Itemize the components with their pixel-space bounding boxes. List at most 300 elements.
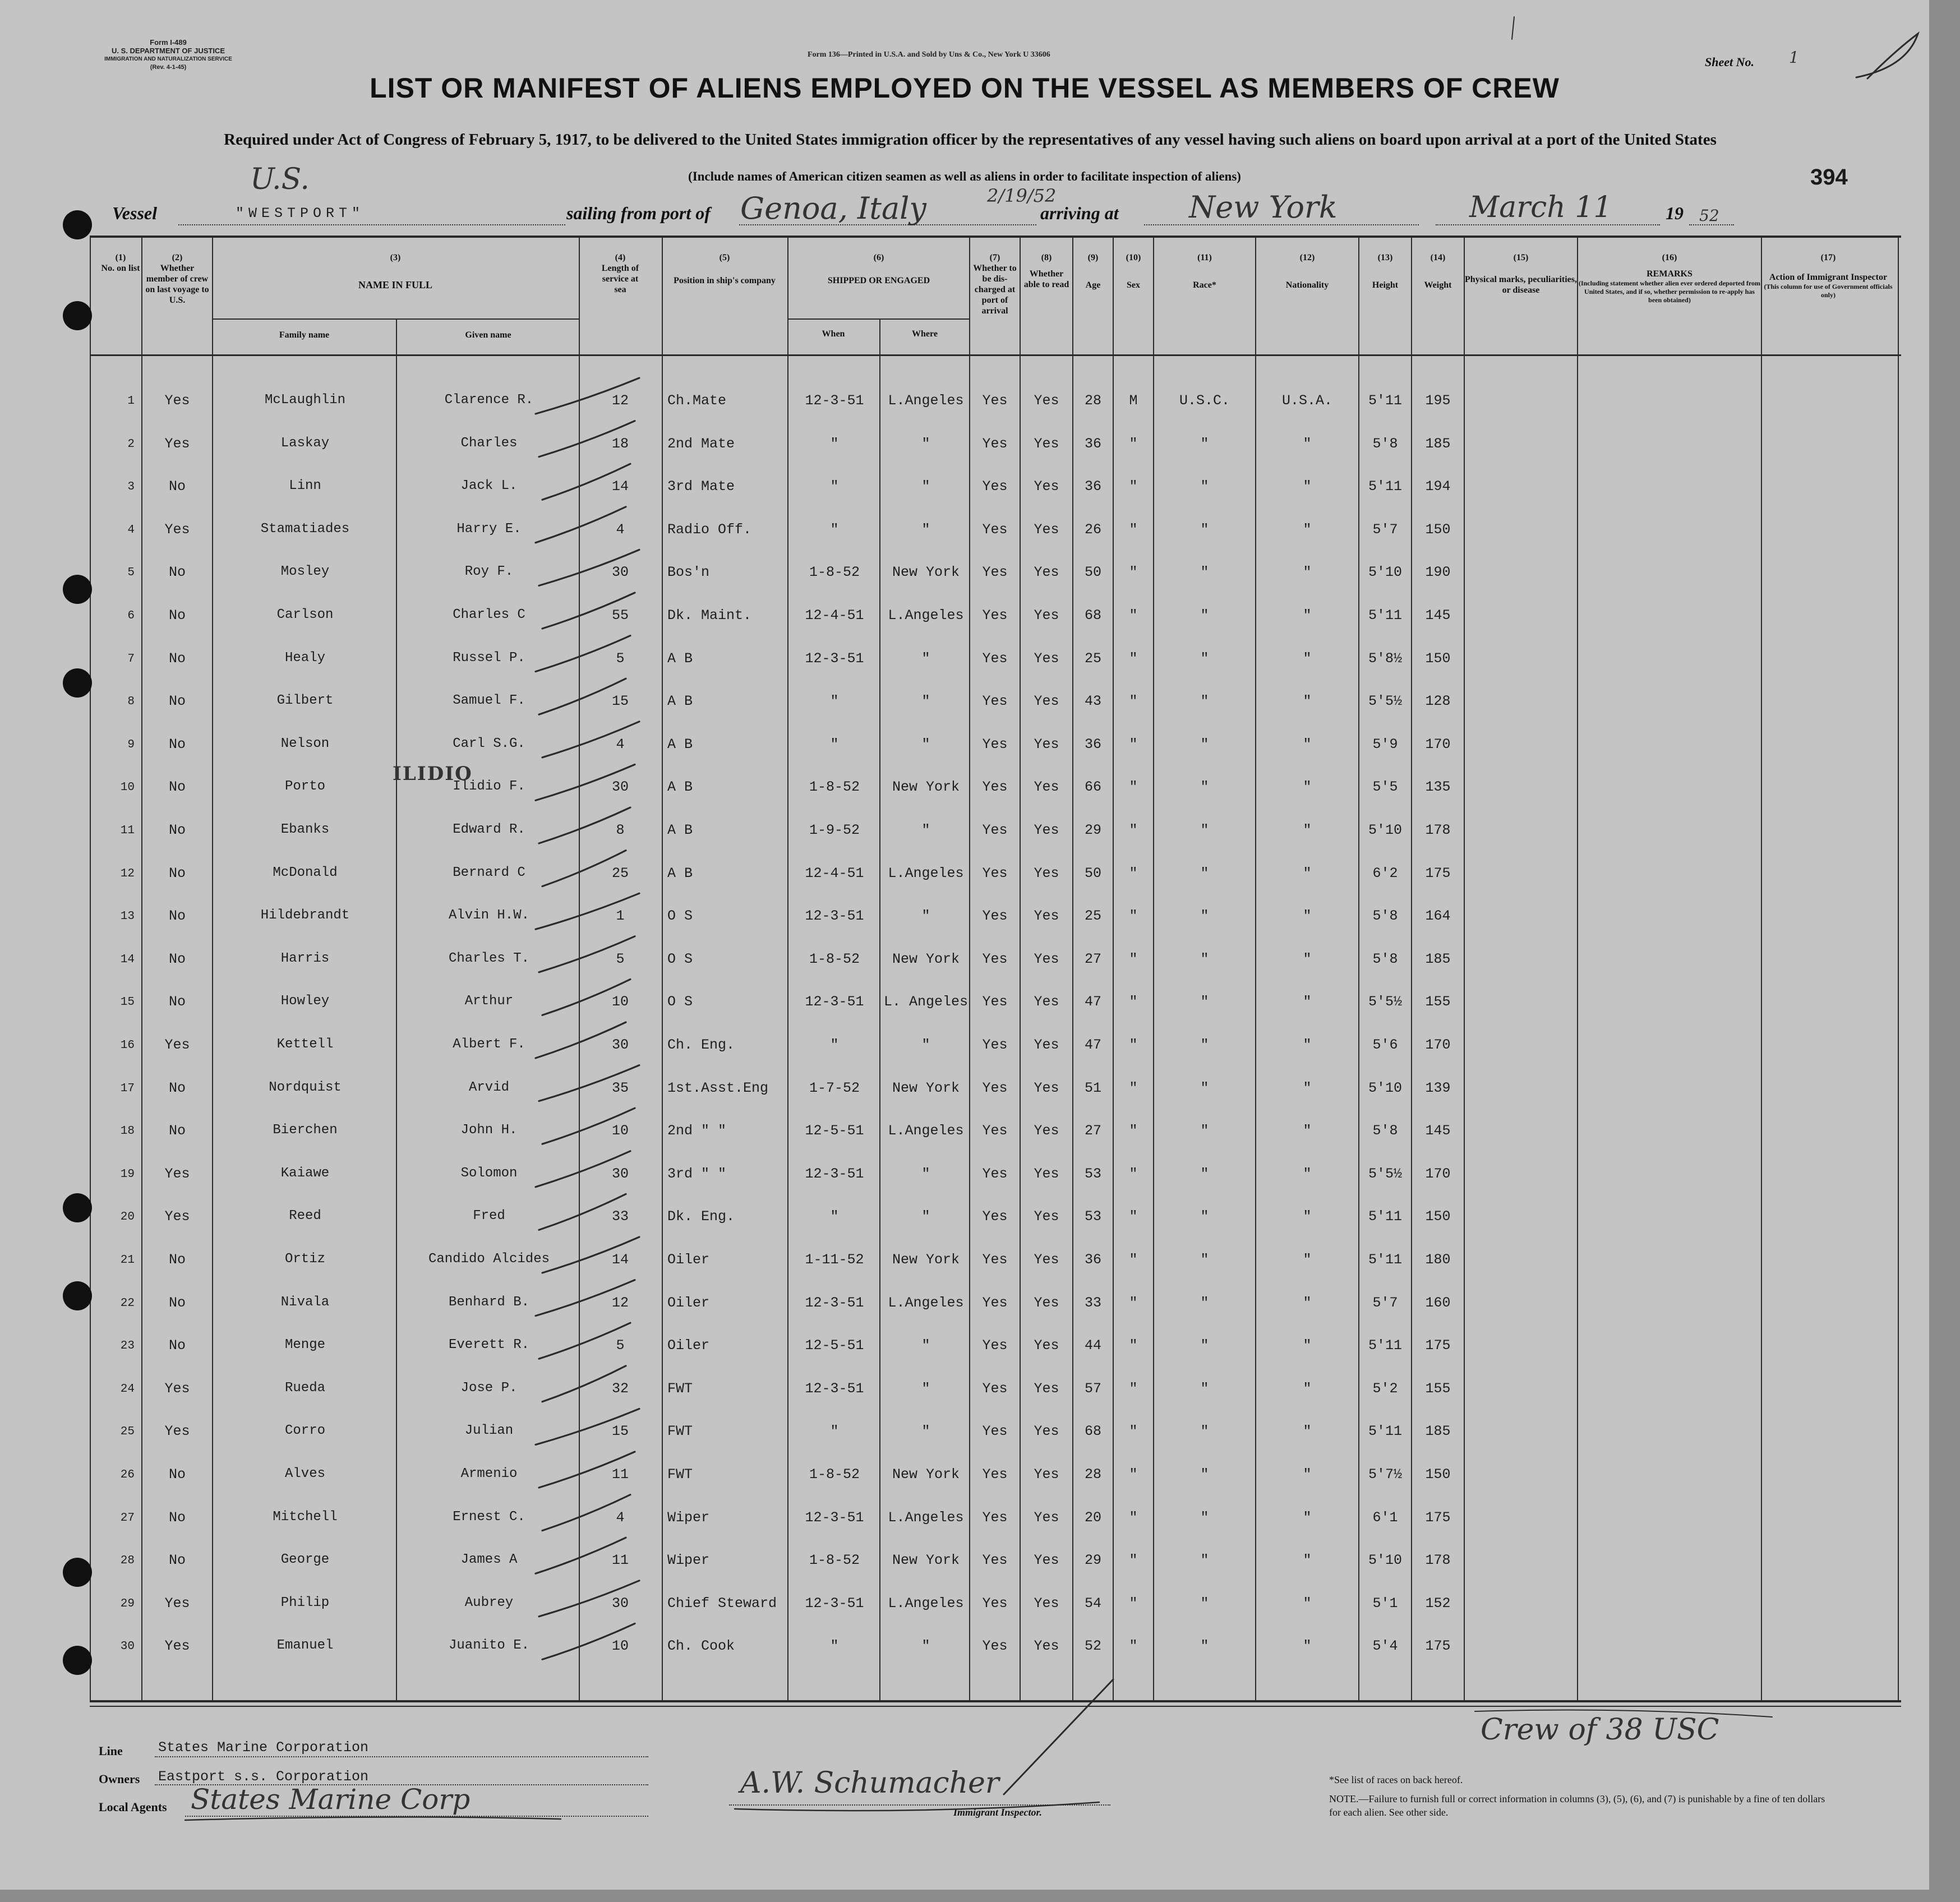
cell-read: Yes <box>1034 994 1059 1010</box>
cell-service: 32 <box>611 1380 629 1397</box>
cell-last: No <box>168 822 186 838</box>
cell-weight: 145 <box>1425 607 1451 624</box>
cell-when: 1-8-52 <box>809 950 860 967</box>
cell-age: 47 <box>1084 994 1101 1010</box>
cell-weight: 135 <box>1425 779 1451 796</box>
cell-age: 36 <box>1084 1252 1101 1268</box>
vessel-label: Vessel <box>112 203 157 223</box>
cell-sex: " <box>1129 693 1138 710</box>
cell-height: 5'5 <box>1372 779 1398 796</box>
cell-nationality: " <box>1303 1123 1312 1139</box>
cell-last: No <box>168 1552 186 1569</box>
cell-discharged: Yes <box>982 950 1008 967</box>
cell-last: No <box>168 865 186 881</box>
cell-read: Yes <box>1034 1165 1059 1182</box>
row-number: 22 <box>120 1296 135 1310</box>
cell-height: 5'7½ <box>1368 1466 1402 1483</box>
cell-position: O S <box>667 994 693 1010</box>
tally-stroke <box>536 1538 626 1573</box>
cell-service: 4 <box>616 521 625 538</box>
cell-given: Fred <box>473 1208 505 1224</box>
cell-family: Ebanks <box>280 822 330 837</box>
cell-age: 28 <box>1084 1466 1101 1483</box>
col-3-number: (3) <box>390 253 401 262</box>
cell-given: Carl S.G. <box>453 736 525 751</box>
cell-given: Russel P. <box>453 650 525 666</box>
cell-last: Yes <box>164 1037 190 1053</box>
top-tick <box>1512 17 1514 39</box>
cell-weight: 170 <box>1425 736 1451 753</box>
cell-read: Yes <box>1034 1509 1059 1526</box>
tally-stroke <box>536 893 639 929</box>
row-number: 16 <box>120 1039 135 1052</box>
tally-stroke <box>536 378 639 414</box>
cell-position: Chief Steward <box>667 1595 777 1612</box>
cell-service: 1 <box>616 908 625 925</box>
cell-weight: 170 <box>1425 1037 1451 1053</box>
vessel-name: "WESTPORT" <box>236 205 365 221</box>
cell-given: Julian <box>464 1423 514 1439</box>
cell-when: 12-5-51 <box>805 1337 864 1354</box>
cell-nationality: " <box>1303 1595 1312 1612</box>
row-number: 11 <box>120 824 135 837</box>
row-number: 8 <box>127 695 135 709</box>
cell-discharged: Yes <box>982 908 1008 925</box>
cell-race: " <box>1200 736 1209 753</box>
cell-race: " <box>1200 435 1209 452</box>
cell-family: Nordquist <box>269 1079 342 1095</box>
cell-service: 10 <box>611 994 629 1010</box>
cell-position: 3rd " " <box>667 1165 727 1182</box>
cell-last: No <box>168 1509 186 1526</box>
cell-last: No <box>168 994 186 1010</box>
cell-position: FWT <box>667 1423 693 1440</box>
cell-when: 12-3-51 <box>805 1595 864 1612</box>
cell-read: Yes <box>1034 1123 1059 1139</box>
cell-age: 52 <box>1084 1638 1101 1655</box>
cell-age: 36 <box>1084 736 1101 753</box>
year-suffix: 52 <box>1699 206 1719 225</box>
cell-given: John H. <box>460 1123 518 1138</box>
cell-weight: 150 <box>1425 1466 1451 1483</box>
cell-race: " <box>1200 1123 1209 1139</box>
cell-discharged: Yes <box>982 822 1008 838</box>
cell-sex: " <box>1129 607 1138 624</box>
col-17-label: Action of Immigrant Inspector <box>1769 273 1888 282</box>
cell-position: Oiler <box>667 1294 710 1311</box>
cell-race: " <box>1200 1294 1209 1311</box>
cell-service: 4 <box>616 1509 625 1526</box>
col-4-label: Length of service at sea <box>601 264 639 294</box>
cell-where: " <box>921 1037 930 1053</box>
cell-read: Yes <box>1034 950 1059 967</box>
cell-given: Everett R. <box>448 1337 530 1353</box>
cell-service: 55 <box>611 607 629 624</box>
row-number: 13 <box>120 910 135 924</box>
cell-discharged: Yes <box>982 1294 1008 1311</box>
cell-height: 5'8 <box>1372 435 1398 452</box>
cell-where: " <box>921 693 930 710</box>
cell-discharged: Yes <box>982 1165 1008 1182</box>
cell-height: 5'2 <box>1372 1380 1398 1397</box>
cell-last: No <box>168 950 186 967</box>
cell-where: " <box>921 521 930 538</box>
cell-service: 8 <box>616 822 625 838</box>
cell-nationality: " <box>1303 435 1312 452</box>
col-17-number: (17) <box>1820 253 1836 262</box>
cell-age: 28 <box>1084 393 1101 409</box>
inspector-label: Immigrant Inspector. <box>953 1807 1043 1818</box>
cell-age: 50 <box>1084 865 1101 881</box>
binding-hole <box>63 210 92 239</box>
cell-nationality: " <box>1303 564 1312 581</box>
row-number: 5 <box>127 566 135 580</box>
col-1-number: (1) <box>115 253 126 262</box>
cell-when: " <box>830 1208 839 1225</box>
cell-where: " <box>921 650 930 667</box>
row-number: 29 <box>120 1597 135 1610</box>
row-number: 23 <box>120 1340 135 1353</box>
cell-read: Yes <box>1034 693 1059 710</box>
cell-family: Linn <box>289 478 321 494</box>
cell-height: 5'1 <box>1372 1595 1398 1612</box>
tally-stroke <box>539 1581 639 1617</box>
col-4-number: (4) <box>615 253 626 262</box>
cell-read: Yes <box>1034 1208 1059 1225</box>
cell-service: 12 <box>611 1294 629 1311</box>
cell-sex: " <box>1129 1037 1138 1053</box>
cell-last: No <box>168 693 186 710</box>
cell-race: " <box>1200 478 1209 495</box>
cell-given: Bernard C <box>453 865 525 880</box>
cell-nationality: " <box>1303 1294 1312 1311</box>
cell-when: 12-3-51 <box>805 994 864 1010</box>
cell-where: " <box>921 478 930 495</box>
cell-read: Yes <box>1034 1252 1059 1268</box>
cell-given: Candido Alcides <box>428 1252 550 1267</box>
cell-where: " <box>921 1337 930 1354</box>
cell-nationality: " <box>1303 1037 1312 1053</box>
cell-given: Charles T. <box>448 950 530 966</box>
row-number: 21 <box>120 1254 135 1267</box>
row-number: 20 <box>120 1211 135 1224</box>
cell-last: Yes <box>164 1380 190 1397</box>
row-number: 2 <box>127 437 135 451</box>
cell-family: Harris <box>280 950 330 966</box>
cell-family: Stamatiades <box>260 521 350 537</box>
cell-discharged: Yes <box>982 1037 1008 1053</box>
cell-given: Jack L. <box>460 478 518 494</box>
cell-sex: " <box>1129 521 1138 538</box>
cell-where: " <box>921 908 930 925</box>
cell-where: L.Angeles <box>888 1595 964 1612</box>
cell-position: A B <box>667 736 693 753</box>
col-17-sublabel: (This column for use of Government officials only) <box>1764 283 1893 299</box>
cell-weight: 145 <box>1425 1123 1451 1139</box>
col-11-label: Race* <box>1193 280 1216 290</box>
binding-hole <box>63 668 92 698</box>
cell-position: Wiper <box>667 1509 710 1526</box>
cell-sex: " <box>1129 1509 1138 1526</box>
cell-last: Yes <box>164 393 190 409</box>
cell-where: " <box>921 435 930 452</box>
cell-race: " <box>1200 1552 1209 1569</box>
cell-race: " <box>1200 521 1209 538</box>
cell-race: " <box>1200 1423 1209 1440</box>
cell-sex: " <box>1129 1123 1138 1139</box>
cell-race: " <box>1200 1595 1209 1612</box>
cell-discharged: Yes <box>982 1509 1008 1526</box>
cell-weight: 195 <box>1425 393 1451 409</box>
cell-discharged: Yes <box>982 1208 1008 1225</box>
cell-nationality: " <box>1303 650 1312 667</box>
cell-weight: 150 <box>1425 521 1451 538</box>
cell-when: 12-3-51 <box>805 1509 864 1526</box>
cell-when: " <box>830 1037 839 1053</box>
cell-position: A B <box>667 822 693 838</box>
binding-hole <box>63 1558 92 1587</box>
cell-nationality: " <box>1303 908 1312 925</box>
cell-age: 51 <box>1084 1079 1101 1096</box>
cell-service: 30 <box>611 564 629 581</box>
cell-sex: " <box>1129 1079 1138 1096</box>
cell-race: " <box>1200 1252 1209 1268</box>
cell-given: Edward R. <box>453 822 525 837</box>
cell-family: Carlson <box>276 607 334 622</box>
col-7-number: (7) <box>989 253 1000 262</box>
cell-height: 5'8 <box>1372 950 1398 967</box>
cell-age: 20 <box>1084 1509 1101 1526</box>
given-name-correction: ILIDIO <box>393 763 473 785</box>
cell-nationality: " <box>1303 607 1312 624</box>
tally-stroke <box>539 807 630 843</box>
cell-discharged: Yes <box>982 521 1008 538</box>
cell-height: 5'10 <box>1368 1079 1402 1096</box>
cell-height: 5'11 <box>1368 393 1402 409</box>
cell-height: 5'7 <box>1372 1294 1398 1311</box>
cell-when: 12-3-51 <box>805 908 864 925</box>
cell-race: " <box>1200 650 1209 667</box>
cell-when: 12-3-51 <box>805 1294 864 1311</box>
cell-read: Yes <box>1034 1037 1059 1053</box>
cell-discharged: Yes <box>982 1079 1008 1096</box>
cell-when: 1-11-52 <box>805 1252 864 1268</box>
cell-age: 68 <box>1084 607 1101 624</box>
col-13-number: (13) <box>1377 253 1393 262</box>
cell-position: FWT <box>667 1380 693 1397</box>
cell-when: 12-3-51 <box>805 1380 864 1397</box>
cell-race: " <box>1200 1165 1209 1182</box>
cell-height: 5'5½ <box>1368 1165 1402 1182</box>
col-16-label: REMARKS <box>1647 269 1692 279</box>
cell-weight: 155 <box>1425 1380 1451 1397</box>
line-label: Line <box>99 1744 123 1758</box>
cell-weight: 178 <box>1425 822 1451 838</box>
cell-height: 5'11 <box>1368 1337 1402 1354</box>
cell-weight: 175 <box>1425 1638 1451 1655</box>
cell-where: " <box>921 1423 930 1440</box>
sail-date: 2/19/52 <box>987 185 1057 206</box>
cell-given: Jose P. <box>460 1380 518 1396</box>
cell-where: L.Angeles <box>888 607 964 624</box>
cell-position: Dk. Eng. <box>667 1208 735 1225</box>
department-name: U. S. DEPARTMENT OF JUSTICE <box>112 47 225 55</box>
cell-family: Kettell <box>276 1037 334 1052</box>
tally-stroke <box>542 1623 635 1659</box>
col-10-label: Sex <box>1127 280 1140 290</box>
col-6-when-header: When <box>822 329 845 339</box>
cell-weight: 164 <box>1425 908 1451 925</box>
cell-where: L.Angeles <box>888 1294 964 1311</box>
cell-service: 14 <box>611 1252 629 1268</box>
cell-age: 54 <box>1084 1595 1101 1612</box>
cell-height: 6'2 <box>1372 865 1398 881</box>
cell-sex: " <box>1129 950 1138 967</box>
crew-note-underline <box>1475 1710 1772 1717</box>
cell-height: 5'8 <box>1372 1123 1398 1139</box>
cell-service: 35 <box>611 1079 629 1096</box>
cell-age: 36 <box>1084 478 1101 495</box>
tally-stroke <box>539 936 635 972</box>
cell-given: Solomon <box>460 1165 518 1181</box>
cell-age: 29 <box>1084 1552 1101 1569</box>
cell-nationality: " <box>1303 1638 1312 1655</box>
col-15-label: Physical marks, peculiarities, or disease <box>1465 275 1577 295</box>
cell-given: Aubrey <box>464 1595 514 1610</box>
cell-height: 5'11 <box>1368 478 1402 495</box>
row-number: 15 <box>120 996 135 1009</box>
port-from: Genoa, Italy <box>740 191 926 226</box>
cell-race: " <box>1200 1337 1209 1354</box>
cell-height: 5'11 <box>1368 1252 1402 1268</box>
tally-stroke <box>536 764 635 800</box>
col-7-label: Whether to be dis-charged at port of arrival <box>973 264 1017 316</box>
cell-last: No <box>168 564 186 581</box>
agents-value: States Marine Corp <box>191 1783 471 1816</box>
cell-family: Alves <box>284 1466 325 1481</box>
tally-stroke <box>539 1065 639 1101</box>
cell-weight: 152 <box>1425 1595 1451 1612</box>
cell-last: No <box>168 1079 186 1096</box>
cell-given: Armenio <box>460 1466 518 1481</box>
cell-weight: 185 <box>1425 1423 1451 1440</box>
cell-position: Ch.Mate <box>667 393 727 409</box>
cell-service: 15 <box>611 1423 629 1440</box>
sheet-number: 1 <box>1789 48 1799 67</box>
cell-where: L. Angeles <box>883 994 969 1010</box>
cell-when: 1-9-52 <box>809 822 860 838</box>
row-number: 17 <box>120 1082 135 1095</box>
cell-last: Yes <box>164 1208 190 1225</box>
cell-service: 12 <box>611 393 629 409</box>
cell-nationality: " <box>1303 1165 1312 1182</box>
cell-height: 5'4 <box>1372 1638 1398 1655</box>
cell-race: " <box>1200 1380 1209 1397</box>
cell-when: 12-3-51 <box>805 650 864 667</box>
cell-sex: " <box>1129 822 1138 838</box>
cell-race: " <box>1200 564 1209 581</box>
cell-service: 25 <box>611 865 629 881</box>
cell-given: Juanito E. <box>448 1638 530 1654</box>
cell-service: 15 <box>611 693 629 710</box>
row-number: 25 <box>120 1425 135 1439</box>
cell-age: 29 <box>1084 822 1101 838</box>
service-name: IMMIGRATION AND NATURALIZATION SERVICE <box>104 56 232 62</box>
cell-race: " <box>1200 1208 1209 1225</box>
col-15-number: (15) <box>1513 253 1529 262</box>
cell-nationality: " <box>1303 478 1312 495</box>
cell-when: 12-5-51 <box>805 1123 864 1139</box>
cell-where: " <box>921 1208 930 1225</box>
cell-given: Benhard B. <box>448 1294 530 1310</box>
cell-weight: 175 <box>1425 1509 1451 1526</box>
cell-weight: 160 <box>1425 1294 1451 1311</box>
cell-where: L.Angeles <box>888 1123 964 1139</box>
cell-discharged: Yes <box>982 1423 1008 1440</box>
cell-age: 53 <box>1084 1208 1101 1225</box>
cell-height: 5'5½ <box>1368 693 1402 710</box>
cell-race: " <box>1200 693 1209 710</box>
cell-nationality: " <box>1303 1252 1312 1268</box>
tally-stroke <box>542 1366 626 1402</box>
cell-race: " <box>1200 779 1209 796</box>
flag-annotation: U.S. <box>250 163 310 196</box>
tally-stroke <box>539 1323 630 1359</box>
col-8-number: (8) <box>1041 253 1052 262</box>
cell-read: Yes <box>1034 865 1059 881</box>
cell-family: Nivala <box>280 1294 330 1310</box>
cell-last: No <box>168 1337 186 1354</box>
cell-position: 2nd " " <box>667 1123 727 1139</box>
row-number: 27 <box>120 1511 135 1525</box>
col-2-number: (2) <box>172 253 183 262</box>
cell-family: Menge <box>284 1337 325 1353</box>
cell-weight: 175 <box>1425 1337 1451 1354</box>
cell-last: Yes <box>164 521 190 538</box>
cell-where: New York <box>892 1079 960 1096</box>
col-9-number: (9) <box>1087 253 1099 262</box>
col-6-where-header: Where <box>912 329 938 339</box>
crew-count-note: Crew of 38 USC <box>1481 1713 1719 1747</box>
cell-sex: " <box>1129 736 1138 753</box>
row-number: 18 <box>120 1125 135 1138</box>
cell-discharged: Yes <box>982 393 1008 409</box>
cell-when: 12-3-51 <box>805 393 864 409</box>
row-number: 12 <box>120 867 135 880</box>
binding-hole <box>63 301 92 330</box>
cell-position: O S <box>667 908 693 925</box>
owners-label: Owners <box>99 1772 140 1786</box>
cell-when: 12-4-51 <box>805 607 864 624</box>
cell-weight: 178 <box>1425 1552 1451 1569</box>
line-value: States Marine Corporation <box>158 1739 369 1756</box>
cell-weight: 170 <box>1425 1165 1451 1182</box>
cell-nationality: " <box>1303 1380 1312 1397</box>
cell-family: Philip <box>280 1595 330 1610</box>
col-12-label: Nationality <box>1285 280 1329 290</box>
cell-race: " <box>1200 1638 1209 1655</box>
cell-last: No <box>168 607 186 624</box>
cell-discharged: Yes <box>982 478 1008 495</box>
cell-age: 36 <box>1084 435 1101 452</box>
cell-discharged: Yes <box>982 994 1008 1010</box>
row-number: 14 <box>120 953 135 966</box>
cell-read: Yes <box>1034 1380 1059 1397</box>
cell-last: No <box>168 779 186 796</box>
tally-stroke <box>542 851 626 887</box>
cell-sex: " <box>1129 779 1138 796</box>
cell-family: Mosley <box>280 564 330 580</box>
